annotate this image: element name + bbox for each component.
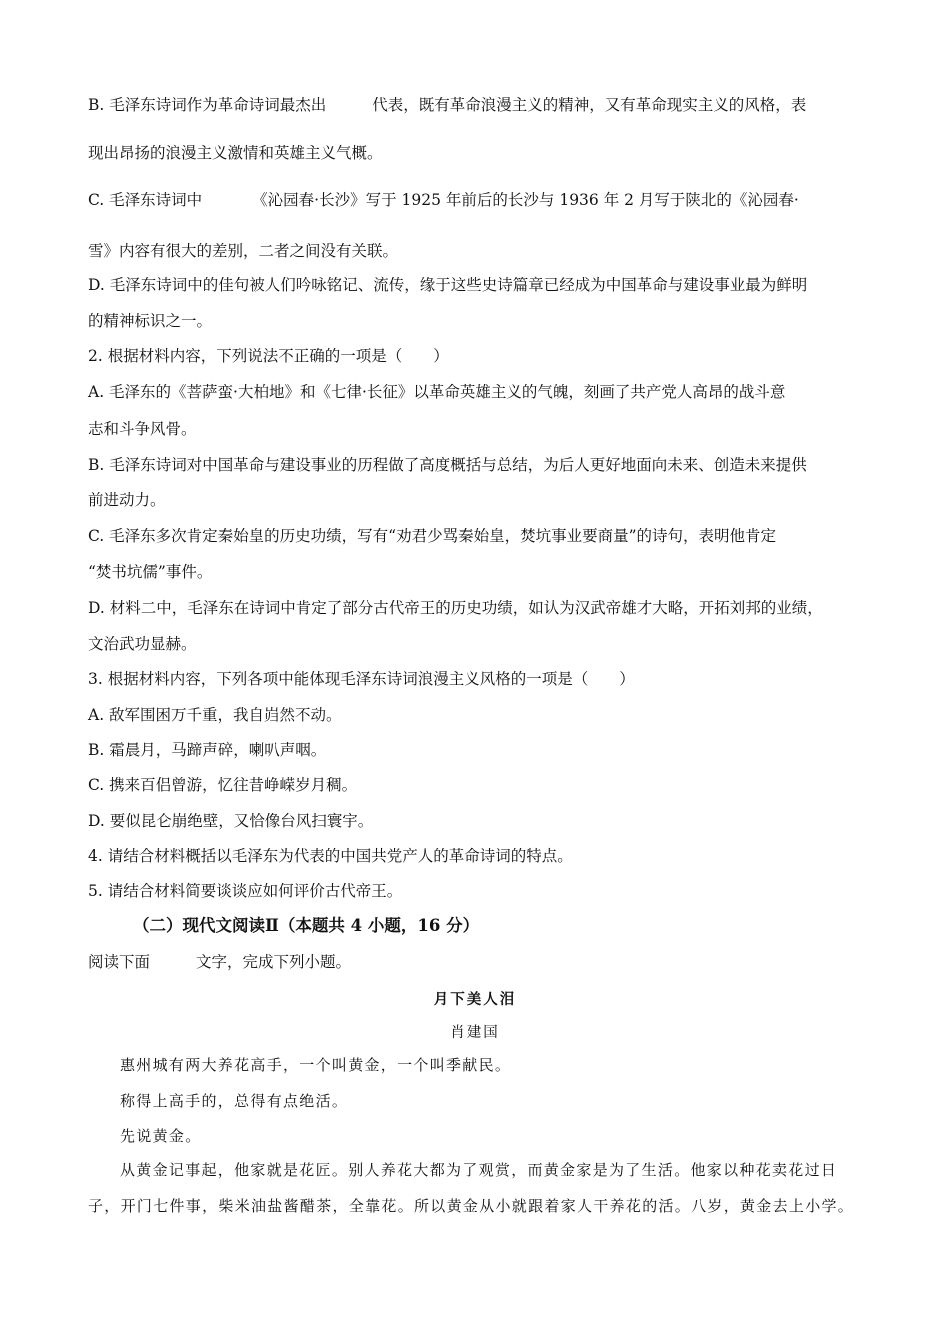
q2-option-b-line1: B. 毛泽东诗词对中国革命与建设事业的历程做了高度概括与总结，为后人更好地面向未来、创造未来提供 bbox=[88, 456, 807, 474]
q1-option-c-part2: 《沁园春·长沙》写于 1925 年前后的长沙与 1936 年 2 月写于陕北的《沁园春· bbox=[252, 191, 799, 209]
story-paragraph-2: 称得上高手的，总得有点绝活。 bbox=[120, 1092, 349, 1110]
q1-option-d-line2: 的精神标识之一。 bbox=[88, 312, 213, 330]
q2-option-c-line1: C. 毛泽东多次肯定秦始皇的历史功绩，写有“劝君少骂秦始皇，焚坑事业要商量”的诗句，表明他肯定 bbox=[88, 527, 777, 545]
reading-instruction bbox=[88, 952, 351, 972]
story-paragraph-1: 惠州城有两大养花高手，一个叫黄金，一个叫季献民。 bbox=[120, 1056, 512, 1074]
reading-instruction-part1: 阅读下面 bbox=[88, 953, 151, 971]
q3-stem: 3. 根据材料内容，下列各项中能体现毛泽东诗词浪漫主义风格的一项是（ ） bbox=[88, 670, 635, 688]
q2-stem: 2. 根据材料内容，下列说法不正确的一项是（ ） bbox=[88, 347, 449, 365]
q3-option-d: D. 要似昆仑崩绝壁，又恰像台风扫寰宇。 bbox=[88, 812, 374, 830]
story-paragraph-4-line1: 从黄金记事起，他家就是花匠。别人养花大都为了观赏，而黄金家是为了生活。他家以种花卖花过日 bbox=[120, 1161, 838, 1179]
q2-option-a-line2: 志和斗争风骨。 bbox=[88, 420, 197, 438]
story-paragraph-3: 先说黄金。 bbox=[120, 1127, 202, 1145]
section-heading: （二）现代文阅读Ⅱ（本题共 4 小题，16 分） bbox=[133, 916, 480, 935]
q3-option-c: C. 携来百侣曾游，忆往昔峥嵘岁月稠。 bbox=[88, 776, 358, 794]
q1-option-d-line1: D. 毛泽东诗词中的佳句被人们吟咏铭记、流传，缘于这些史诗篇章已经成为中国革命与建设事业最为鲜明 bbox=[88, 276, 808, 294]
q3-option-a: A. 敌军围困万千重，我自岿然不动。 bbox=[88, 706, 342, 724]
q2-option-b-line2: 前进动力。 bbox=[88, 491, 166, 509]
q1-option-b-line1 bbox=[88, 95, 806, 115]
q4-stem: 4. 请结合材料概括以毛泽东为代表的中国共党产人的革命诗词的特点。 bbox=[88, 847, 573, 865]
q3-option-b: B. 霜晨月，马蹄声碎，喇叭声咽。 bbox=[88, 741, 327, 759]
q2-option-d-line1: D. 材料二中，毛泽东在诗词中肯定了部分古代帝王的历史功绩，如认为汉武帝雄才大略，开拓刘邦的业绩， bbox=[88, 599, 823, 617]
q1-option-c-part1: C. 毛泽东诗词中 bbox=[88, 191, 203, 209]
q1-option-b-line2: 现出昂扬的浪漫主义激情和英雄主义气概。 bbox=[88, 144, 383, 162]
q1-option-c-line2: 雪》内容有很大的差别，二者之间没有关联。 bbox=[88, 242, 399, 260]
story-author: 肖建国 bbox=[450, 1025, 500, 1041]
story-paragraph-4-line2: 子，开门七件事，柴米油盐酱醋茶，全靠花。所以黄金从小就跟着家人干养花的活。八岁，黄金去上小学。 bbox=[88, 1197, 855, 1215]
q2-option-c-line2: “焚书坑儒”事件。 bbox=[88, 563, 213, 581]
reading-instruction-part2: 文字，完成下列小题。 bbox=[196, 953, 352, 971]
story-title: 月下美人泪 bbox=[433, 991, 517, 1008]
q1-option-c-line1 bbox=[88, 190, 799, 210]
q1-option-b-part2: 代表，既有革命浪漫主义的精神，又有革命现实主义的风格，表 bbox=[372, 96, 807, 114]
q5-stem: 5. 请结合材料简要谈谈应如何评价古代帝王。 bbox=[88, 882, 403, 900]
q2-option-a-line1: A. 毛泽东的《菩萨蛮·大柏地》和《七律·长征》以革命英雄主义的气魄，刻画了共产党人高昂的战斗意 bbox=[88, 383, 786, 401]
q2-option-d-line2: 文治武功显赫。 bbox=[88, 635, 197, 653]
q1-option-b-part1: B. 毛泽东诗词作为革命诗词最杰出 bbox=[88, 96, 327, 114]
